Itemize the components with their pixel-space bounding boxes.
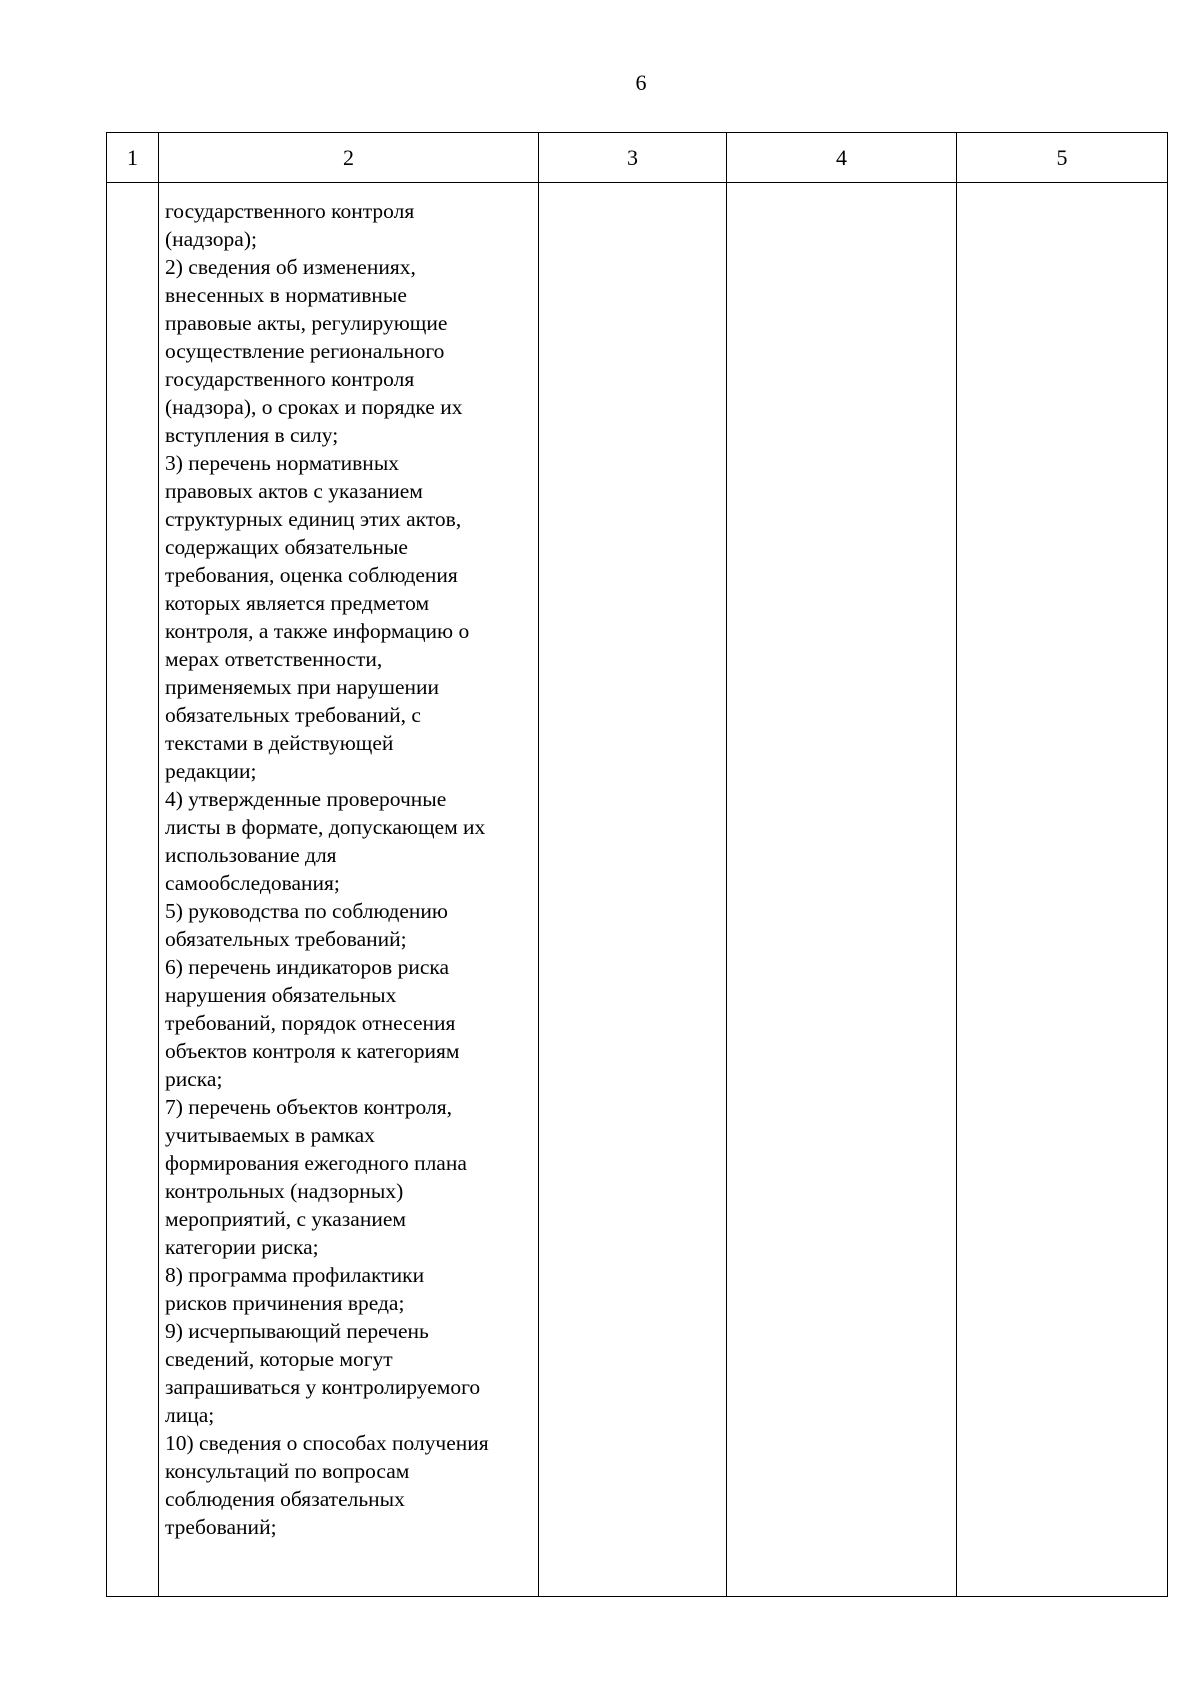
body-cell-2: государственного контроля (надзора); 2) сведения об изменениях, внесенных в нормативные правовые акты, регулирующие осуществление регионального государственного контроля (надзора), о сроках и порядке их вступления в силу; 3) перечень нормативных правовых актов с указанием структурных единиц этих актов, содержащих обязательные требования, оценка соблюдения которых является предметом контроля, а также информацию о мерах ответственности, применяемых при нарушении обязательных требований, с текстами в действующей редакции; 4) утвержденные проверочные листы в формате, допускающем их использование для самообследования; 5) руководства по соблюдению обязательных требований; 6) перечень индикаторов риска нарушения обязательных требований, порядок отнесения объектов контроля к категориям риска; 7) перечень объектов контроля, учитываемых в рамках формирования ежегодного плана контрольных (надзорных) мероприятий, с указанием категории риска; 8) программа профилактики рисков причинения вреда; 9) исчерпывающий перечень сведений, которые могут запрашиваться у контролируемого лица; 10) сведения о способах получения консультаций по вопросам соблюдения обязательных требований; — [159, 183, 539, 1597]
header-cell-2: 2 — [159, 133, 539, 183]
body-cell-4 — [727, 183, 957, 1597]
header-cell-3: 3 — [539, 133, 727, 183]
body-cell-1 — [107, 183, 159, 1597]
header-cell-1: 1 — [107, 133, 159, 183]
body-cell-5 — [957, 183, 1168, 1597]
body-cell-3 — [539, 183, 727, 1597]
header-cell-4: 4 — [727, 133, 957, 183]
header-cell-5: 5 — [957, 133, 1168, 183]
document-table — [106, 132, 1168, 1597]
table-header-row — [107, 133, 1168, 183]
table-row — [107, 183, 1168, 1597]
page-number: 6 — [635, 70, 647, 95]
